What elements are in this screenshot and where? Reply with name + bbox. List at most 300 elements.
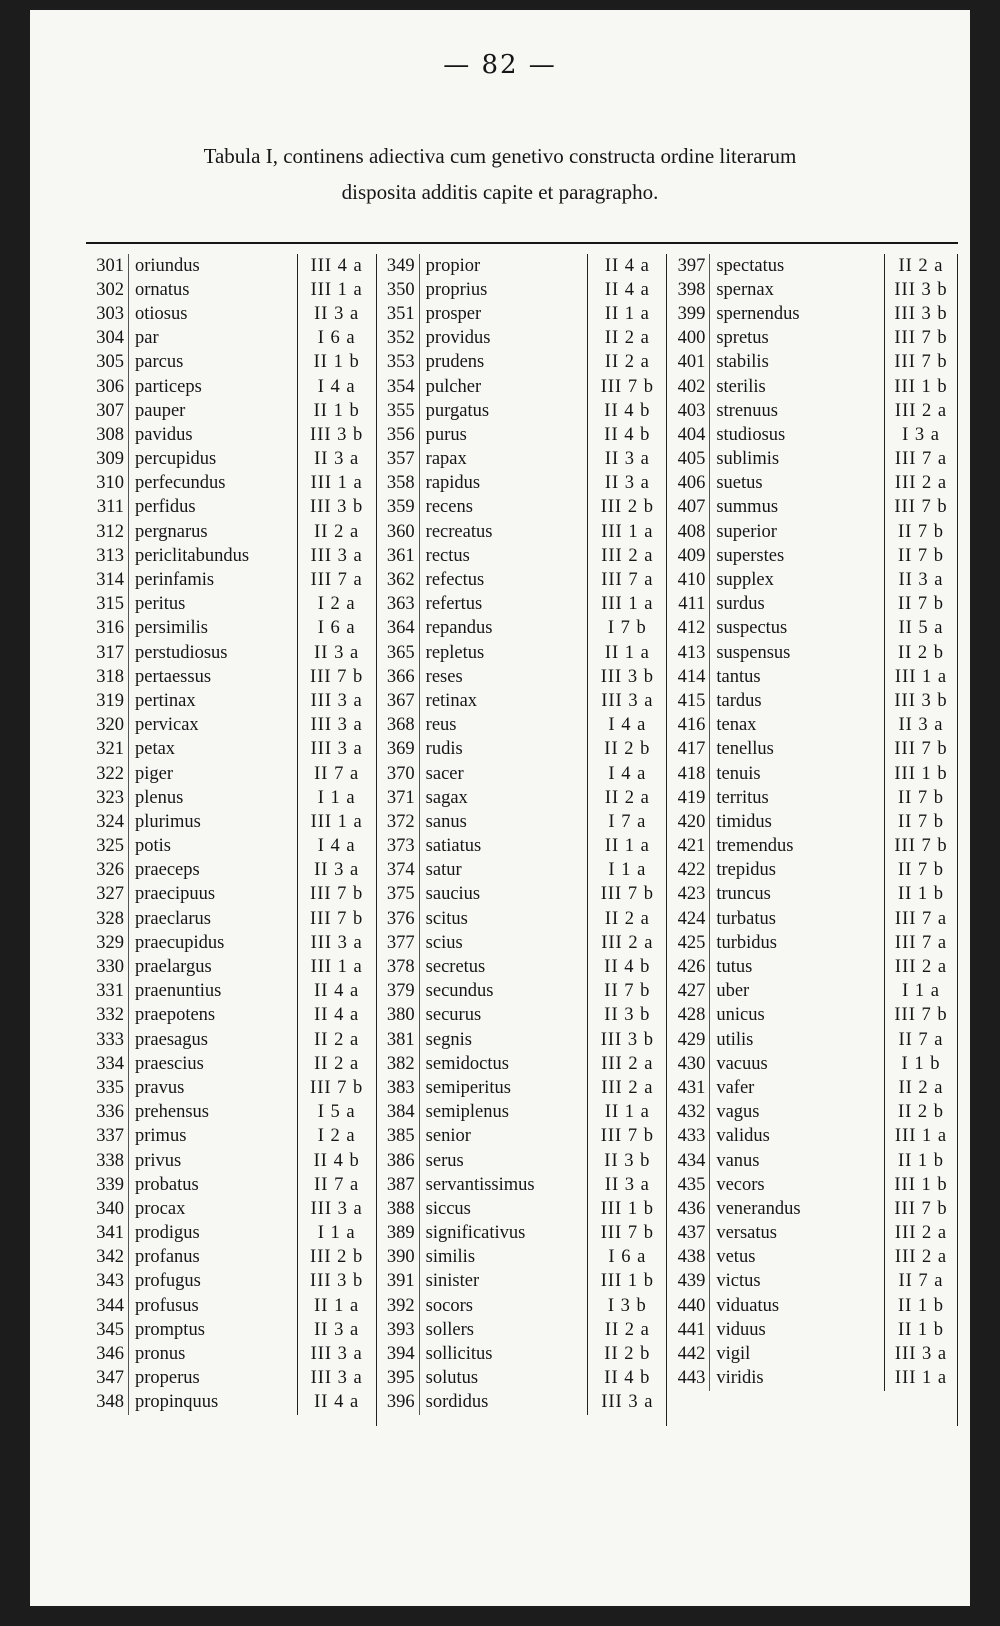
table-row — [377, 665, 667, 689]
table-row — [377, 859, 667, 883]
adjective: supplex — [709, 568, 884, 592]
chapter-paragraph-ref: III 3 a — [297, 714, 376, 738]
entry-number: 440 — [677, 1295, 706, 1316]
adjective: procax — [128, 1197, 297, 1221]
chapter-paragraph-ref: I 6 a — [297, 617, 376, 641]
adjective: persimilis — [128, 617, 297, 641]
adjective: secretus — [419, 955, 588, 979]
adjective: profugus — [128, 1270, 297, 1294]
chapter-paragraph-ref: III 1 b — [587, 1270, 666, 1294]
entry-number: 334 — [96, 1053, 124, 1074]
table-row — [667, 931, 957, 955]
adjective: vanus — [709, 1149, 884, 1173]
entry-number: 405 — [677, 449, 706, 470]
table-row — [86, 1318, 376, 1342]
chapter-paragraph-ref: III 2 a — [884, 472, 957, 496]
table-title — [70, 138, 930, 210]
adjective: refectus — [419, 568, 588, 592]
adjective: strenuus — [709, 399, 884, 423]
table-row — [667, 254, 957, 278]
chapter-paragraph-ref: III 2 a — [587, 1052, 666, 1076]
table-row — [86, 520, 376, 544]
table-row — [377, 351, 667, 375]
table-row — [86, 859, 376, 883]
chapter-paragraph-ref: III 7 b — [587, 1222, 666, 1246]
chapter-paragraph-ref: II 1 b — [884, 883, 957, 907]
table-row — [667, 1270, 957, 1294]
entry-number: 421 — [677, 836, 706, 857]
adjective: viduatus — [709, 1294, 884, 1318]
chapter-paragraph-ref: II 7 b — [884, 593, 957, 617]
entry-number: 428 — [677, 1005, 706, 1026]
chapter-paragraph-ref: III 7 b — [297, 883, 376, 907]
entry-number: 342 — [96, 1247, 124, 1268]
adjective: rapax — [419, 448, 588, 472]
entry-number: 397 — [677, 255, 706, 276]
adjective: segnis — [419, 1028, 588, 1052]
adjective: timidus — [709, 810, 884, 834]
chapter-paragraph-ref: II 2 a — [587, 327, 666, 351]
adjective: oriundus — [128, 254, 297, 278]
chapter-paragraph-ref: II 7 a — [884, 1270, 957, 1294]
chapter-paragraph-ref: I 4 a — [587, 762, 666, 786]
table-row — [667, 714, 957, 738]
table-row — [86, 375, 376, 399]
entry-number: 369 — [386, 739, 415, 760]
chapter-paragraph-ref: III 2 a — [884, 1246, 957, 1270]
chapter-paragraph-ref: III 7 b — [884, 496, 957, 520]
adjective: sagax — [419, 786, 588, 810]
adjective: pravus — [128, 1076, 297, 1100]
table-row — [86, 1052, 376, 1076]
chapter-paragraph-ref: III 1 a — [884, 1125, 957, 1149]
table-row — [86, 327, 376, 351]
entry-number: 442 — [677, 1344, 706, 1365]
table-row — [377, 617, 667, 641]
adjective: periclitabundus — [128, 544, 297, 568]
adjective: spernendus — [709, 302, 884, 326]
entry-number: 392 — [386, 1295, 415, 1316]
table-row — [667, 980, 957, 1004]
table-row — [377, 1149, 667, 1173]
adjective: praenuntius — [128, 980, 297, 1004]
adjective-table — [86, 254, 958, 1426]
chapter-paragraph-ref: III 2 a — [884, 1222, 957, 1246]
table-row — [86, 496, 376, 520]
chapter-paragraph-ref: III 7 a — [297, 568, 376, 592]
table-row — [667, 1197, 957, 1221]
entry-number: 313 — [96, 545, 124, 566]
entry-number: 394 — [386, 1344, 415, 1365]
table-row — [377, 955, 667, 979]
table-row — [86, 593, 376, 617]
adjective: territus — [709, 786, 884, 810]
adjective: praeclarus — [128, 907, 297, 931]
chapter-paragraph-ref: III 7 a — [884, 448, 957, 472]
chapter-paragraph-ref: II 4 b — [587, 399, 666, 423]
adjective: par — [128, 327, 297, 351]
table-row — [377, 786, 667, 810]
adjective: otiosus — [128, 302, 297, 326]
table-row — [377, 1318, 667, 1342]
table-row — [377, 762, 667, 786]
entry-number: 435 — [677, 1174, 706, 1195]
adjective: tantus — [709, 665, 884, 689]
chapter-paragraph-ref: II 3 a — [297, 859, 376, 883]
chapter-paragraph-ref: II 1 a — [587, 302, 666, 326]
entry-number: 430 — [677, 1053, 706, 1074]
entry-number: 380 — [386, 1005, 415, 1026]
entry-number: 306 — [96, 376, 124, 397]
table-row — [377, 883, 667, 907]
entry-number: 401 — [677, 352, 706, 373]
table-row — [377, 810, 667, 834]
adjective: rectus — [419, 544, 588, 568]
table-row — [667, 496, 957, 520]
adjective: prosper — [419, 302, 588, 326]
table-row — [86, 617, 376, 641]
entry-number: 330 — [96, 957, 124, 978]
table-row — [667, 617, 957, 641]
adjective: vetus — [709, 1246, 884, 1270]
entry-number: 418 — [677, 763, 706, 784]
table-row — [667, 1342, 957, 1366]
table-row — [667, 399, 957, 423]
adjective: trepidus — [709, 859, 884, 883]
table-row — [86, 835, 376, 859]
chapter-paragraph-ref: III 3 a — [297, 689, 376, 713]
adjective: utilis — [709, 1028, 884, 1052]
adjective: unicus — [709, 1004, 884, 1028]
chapter-paragraph-ref: I 1 a — [884, 980, 957, 1004]
entry-number: 350 — [386, 279, 415, 300]
adjective: promptus — [128, 1318, 297, 1342]
table-row — [667, 665, 957, 689]
entry-number: 357 — [386, 449, 415, 470]
entry-number: 414 — [677, 666, 706, 687]
entry-number: 426 — [677, 957, 706, 978]
adjective: pronus — [128, 1342, 297, 1366]
entry-number: 429 — [677, 1029, 706, 1050]
adjective: turbidus — [709, 931, 884, 955]
chapter-paragraph-ref: II 3 a — [587, 448, 666, 472]
adjective: studiosus — [709, 423, 884, 447]
adjective: senior — [419, 1125, 588, 1149]
chapter-paragraph-ref: I 5 a — [297, 1101, 376, 1125]
table-row — [667, 1149, 957, 1173]
chapter-paragraph-ref: III 3 a — [297, 544, 376, 568]
entry-number: 310 — [96, 473, 124, 494]
entry-number: 413 — [677, 642, 706, 663]
entry-number: 408 — [677, 521, 706, 542]
entry-number: 390 — [386, 1247, 415, 1268]
table-row — [86, 423, 376, 447]
entry-number: 322 — [96, 763, 124, 784]
entry-number: 355 — [386, 400, 415, 421]
table-row — [377, 302, 667, 326]
adjective: pavidus — [128, 423, 297, 447]
chapter-paragraph-ref: III 7 b — [884, 738, 957, 762]
table-row — [667, 1222, 957, 1246]
chapter-paragraph-ref: III 4 a — [297, 254, 376, 278]
table-row — [86, 1246, 376, 1270]
table-row — [86, 980, 376, 1004]
table-row — [86, 1004, 376, 1028]
entry-number: 364 — [386, 618, 415, 639]
chapter-paragraph-ref: II 2 b — [884, 641, 957, 665]
adjective: perfidus — [128, 496, 297, 520]
table-row — [86, 931, 376, 955]
chapter-paragraph-ref: III 7 a — [587, 568, 666, 592]
table-row — [377, 544, 667, 568]
adjective: praesagus — [128, 1028, 297, 1052]
adjective: turbatus — [709, 907, 884, 931]
entry-number: 351 — [386, 303, 415, 324]
adjective: refertus — [419, 593, 588, 617]
chapter-paragraph-ref: III 1 a — [297, 955, 376, 979]
entry-number: 371 — [386, 787, 415, 808]
entry-number: 403 — [677, 400, 706, 421]
adjective: sinister — [419, 1270, 588, 1294]
table-row — [377, 399, 667, 423]
chapter-paragraph-ref: III 7 b — [587, 1125, 666, 1149]
chapter-paragraph-ref: III 1 a — [884, 1367, 957, 1391]
table-row — [86, 351, 376, 375]
entry-number: 339 — [96, 1174, 124, 1195]
entry-number: 406 — [677, 473, 706, 494]
entry-number: 423 — [677, 884, 706, 905]
entry-number: 333 — [96, 1029, 124, 1050]
chapter-paragraph-ref: III 2 b — [587, 496, 666, 520]
chapter-paragraph-ref: III 7 b — [884, 835, 957, 859]
entry-number: 344 — [96, 1295, 124, 1316]
chapter-paragraph-ref: III 3 b — [297, 423, 376, 447]
table-column-2 — [376, 254, 667, 1426]
chapter-paragraph-ref: I 3 b — [587, 1294, 666, 1318]
table-row — [667, 786, 957, 810]
adjective: tardus — [709, 689, 884, 713]
entry-number: 424 — [677, 908, 706, 929]
adjective: scitus — [419, 907, 588, 931]
adjective: spectatus — [709, 254, 884, 278]
entry-number: 362 — [386, 570, 415, 591]
chapter-paragraph-ref: II 4 b — [587, 955, 666, 979]
entry-number: 441 — [677, 1319, 706, 1340]
entry-number: 311 — [96, 497, 124, 518]
table-row — [86, 1028, 376, 1052]
entry-number: 356 — [386, 424, 415, 445]
table-row — [667, 1028, 957, 1052]
table-row — [377, 375, 667, 399]
chapter-paragraph-ref: I 7 a — [587, 810, 666, 834]
entry-number: 376 — [386, 908, 415, 929]
chapter-paragraph-ref: II 1 a — [587, 835, 666, 859]
table-row — [667, 883, 957, 907]
table-row — [667, 302, 957, 326]
chapter-paragraph-ref: III 1 a — [587, 520, 666, 544]
table-row — [667, 1101, 957, 1125]
chapter-paragraph-ref: II 2 a — [884, 1076, 957, 1100]
entry-number: 415 — [677, 690, 706, 711]
adjective: semiplenus — [419, 1101, 588, 1125]
chapter-paragraph-ref: II 7 a — [884, 1028, 957, 1052]
adjective: recreatus — [419, 520, 588, 544]
chapter-paragraph-ref: II 7 b — [884, 544, 957, 568]
chapter-paragraph-ref: III 3 a — [297, 1342, 376, 1366]
adjective: particeps — [128, 375, 297, 399]
chapter-paragraph-ref: I 6 a — [297, 327, 376, 351]
adjective: uber — [709, 980, 884, 1004]
adjective: prehensus — [128, 1101, 297, 1125]
chapter-paragraph-ref: II 3 b — [587, 1004, 666, 1028]
chapter-paragraph-ref: I 3 a — [884, 423, 957, 447]
table-row — [667, 520, 957, 544]
entry-number: 437 — [677, 1223, 706, 1244]
adjective: superior — [709, 520, 884, 544]
chapter-paragraph-ref: III 3 a — [297, 931, 376, 955]
table-row — [377, 1076, 667, 1100]
chapter-paragraph-ref: II 2 b — [587, 738, 666, 762]
entry-number: 340 — [96, 1198, 124, 1219]
entry-number: 318 — [96, 666, 124, 687]
table-row — [667, 423, 957, 447]
entry-number: 335 — [96, 1077, 124, 1098]
table-row — [377, 1270, 667, 1294]
table-row — [86, 1197, 376, 1221]
entry-number: 383 — [386, 1077, 415, 1098]
table-row — [86, 641, 376, 665]
entry-number: 427 — [677, 981, 706, 1002]
table-row — [86, 1391, 376, 1415]
table-row — [377, 496, 667, 520]
adjective: semiperitus — [419, 1076, 588, 1100]
entry-number: 365 — [386, 642, 415, 663]
table-row — [377, 689, 667, 713]
table-row — [667, 375, 957, 399]
chapter-paragraph-ref: III 7 b — [884, 327, 957, 351]
entry-number: 314 — [96, 570, 124, 591]
table-row — [86, 302, 376, 326]
page-number: — 82 — — [443, 50, 557, 80]
adjective: repletus — [419, 641, 588, 665]
adjective: vagus — [709, 1101, 884, 1125]
table-row — [377, 472, 667, 496]
adjective: plenus — [128, 786, 297, 810]
adjective: prudens — [419, 351, 588, 375]
entry-number: 438 — [677, 1247, 706, 1268]
entry-number: 425 — [677, 932, 706, 953]
chapter-paragraph-ref: III 7 a — [884, 931, 957, 955]
entry-number: 439 — [677, 1271, 706, 1292]
entry-number: 347 — [96, 1368, 124, 1389]
table-row — [377, 1342, 667, 1366]
entry-number: 379 — [386, 981, 415, 1002]
entry-number: 412 — [677, 618, 706, 639]
entry-number: 320 — [96, 715, 124, 736]
chapter-paragraph-ref: II 2 a — [587, 786, 666, 810]
entry-number: 372 — [386, 811, 415, 832]
chapter-paragraph-ref: III 3 b — [297, 496, 376, 520]
chapter-paragraph-ref: II 1 b — [884, 1294, 957, 1318]
table-row — [667, 327, 957, 351]
entry-number: 343 — [96, 1271, 124, 1292]
entry-number: 316 — [96, 618, 124, 639]
entry-number: 321 — [96, 739, 124, 760]
chapter-paragraph-ref: I 1 a — [297, 786, 376, 810]
adjective: reses — [419, 665, 588, 689]
adjective: vigil — [709, 1342, 884, 1366]
table-row — [667, 472, 957, 496]
table-row — [667, 351, 957, 375]
chapter-paragraph-ref: II 4 b — [587, 1367, 666, 1391]
adjective: satur — [419, 859, 588, 883]
chapter-paragraph-ref: II 2 a — [297, 520, 376, 544]
chapter-paragraph-ref: III 3 a — [884, 1342, 957, 1366]
entry-number: 358 — [386, 473, 415, 494]
table-row — [667, 641, 957, 665]
adjective: pulcher — [419, 375, 588, 399]
chapter-paragraph-ref: I 2 a — [297, 593, 376, 617]
table-row — [377, 1197, 667, 1221]
table-row — [86, 472, 376, 496]
chapter-paragraph-ref: II 2 a — [297, 1052, 376, 1076]
table-row — [667, 544, 957, 568]
adjective: primus — [128, 1125, 297, 1149]
adjective: socors — [419, 1294, 588, 1318]
chapter-paragraph-ref: II 2 b — [587, 1342, 666, 1366]
adjective: sollicitus — [419, 1342, 588, 1366]
entry-number: 309 — [96, 449, 124, 470]
adjective: perfecundus — [128, 472, 297, 496]
chapter-paragraph-ref: II 7 b — [884, 810, 957, 834]
chapter-paragraph-ref: III 7 b — [587, 883, 666, 907]
entry-number: 400 — [677, 328, 706, 349]
chapter-paragraph-ref: II 7 b — [884, 520, 957, 544]
table-row — [377, 1052, 667, 1076]
adjective: percupidus — [128, 448, 297, 472]
chapter-paragraph-ref: II 3 a — [297, 302, 376, 326]
chapter-paragraph-ref: III 3 a — [297, 1197, 376, 1221]
chapter-paragraph-ref: II 3 b — [587, 1149, 666, 1173]
adjective: pervicax — [128, 714, 297, 738]
adjective: venerandus — [709, 1197, 884, 1221]
table-row — [377, 1028, 667, 1052]
chapter-paragraph-ref: II 4 b — [297, 1149, 376, 1173]
table-row — [377, 520, 667, 544]
table-row — [667, 1076, 957, 1100]
table-row — [667, 738, 957, 762]
table-row — [377, 714, 667, 738]
table-row — [667, 689, 957, 713]
table-row — [377, 1294, 667, 1318]
table-row — [86, 1294, 376, 1318]
adjective: tremendus — [709, 835, 884, 859]
table-column-1 — [86, 254, 376, 1426]
table-row — [667, 1367, 957, 1391]
chapter-paragraph-ref: II 1 a — [297, 1294, 376, 1318]
chapter-paragraph-ref: II 2 a — [297, 1028, 376, 1052]
chapter-paragraph-ref: II 3 a — [884, 568, 957, 592]
table-row — [86, 399, 376, 423]
table-row — [667, 1294, 957, 1318]
table-row — [667, 1004, 957, 1028]
table-row — [667, 955, 957, 979]
entry-number: 341 — [96, 1223, 124, 1244]
entry-number: 315 — [96, 594, 124, 615]
chapter-paragraph-ref: III 3 b — [884, 302, 957, 326]
adjective: pauper — [128, 399, 297, 423]
entry-number: 398 — [677, 279, 706, 300]
